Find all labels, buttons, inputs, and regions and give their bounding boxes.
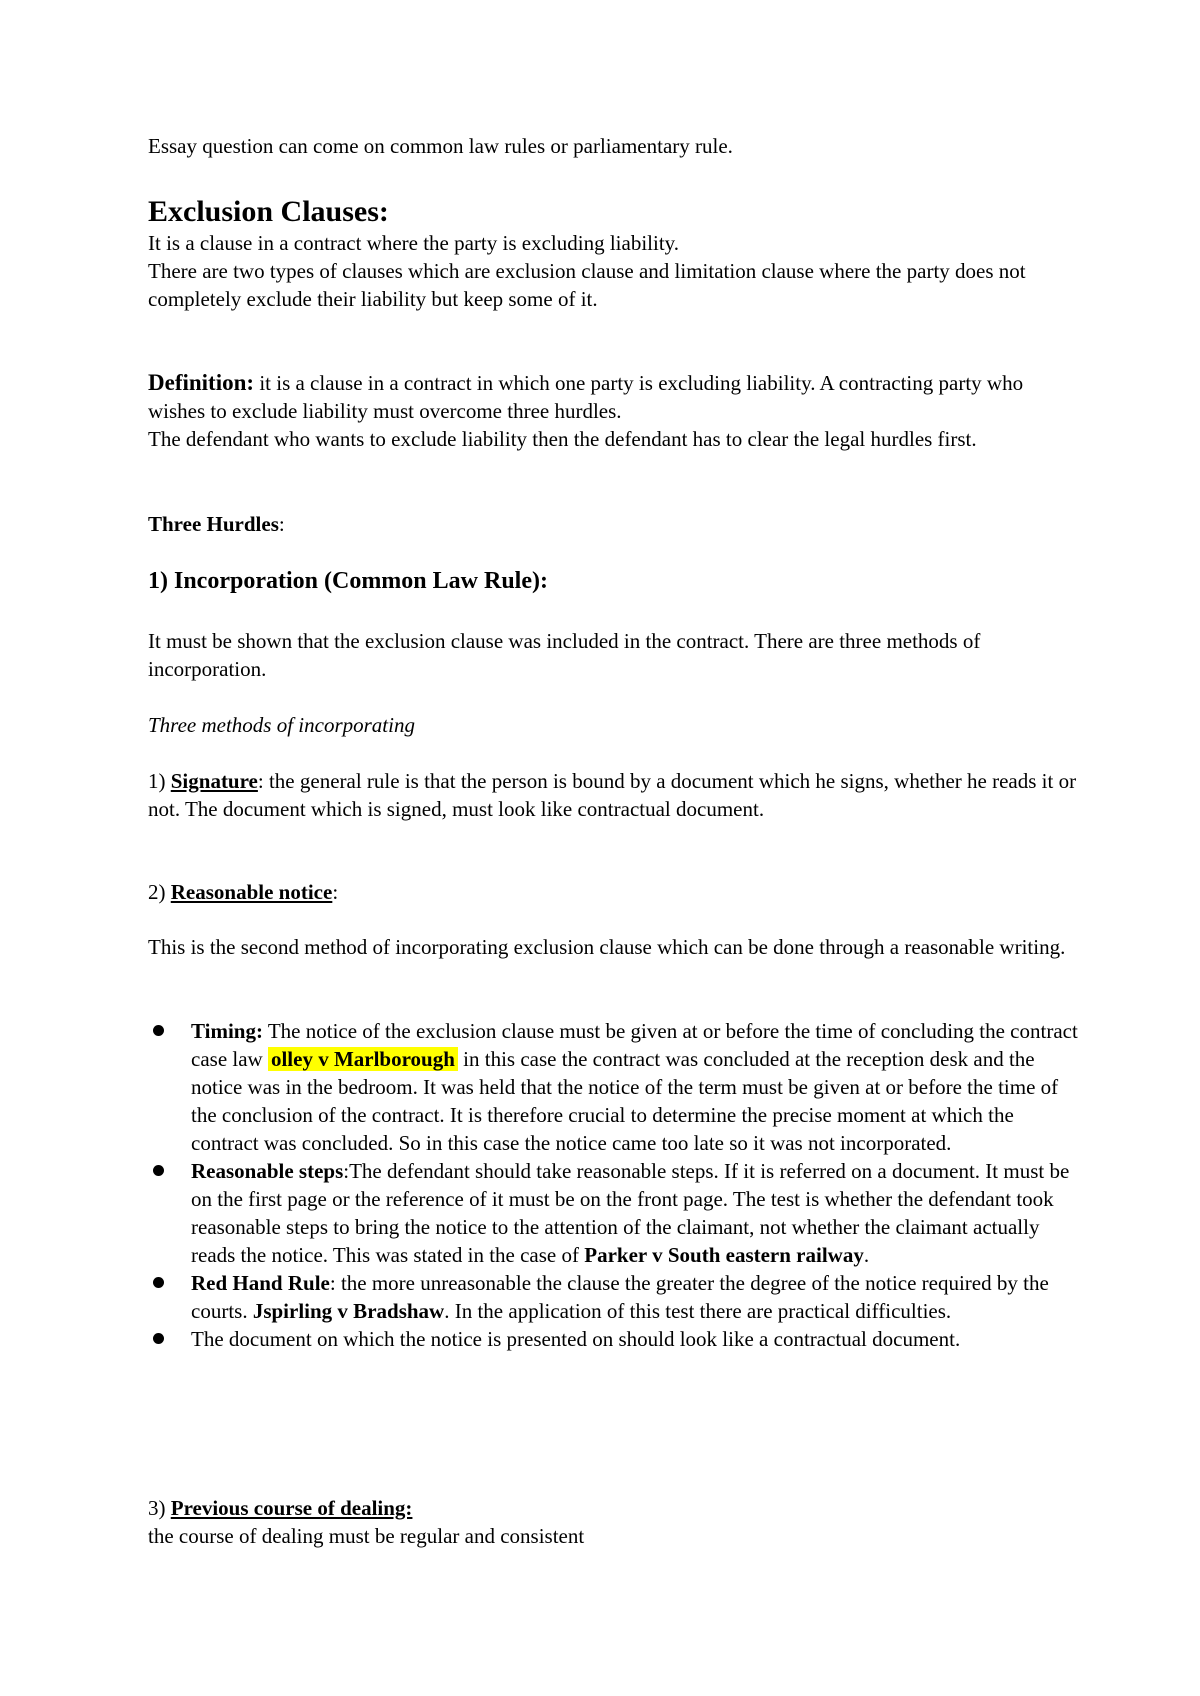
three-hurdles-suffix: :	[278, 512, 285, 536]
previous-dealing-number: 3)	[148, 1496, 171, 1520]
signature-paragraph	[148, 767, 1078, 823]
exclusion-line-1: It is a clause in a contract where the party is excluding liability.	[148, 231, 680, 255]
steps-term: Reasonable steps	[191, 1159, 344, 1183]
timing-text-1: The notice of the exclusion clause must be given at or before the time of concluding the contract case law	[191, 1019, 1078, 1071]
previous-dealing-heading	[148, 1494, 1078, 1522]
definition-paragraph	[148, 369, 1078, 425]
signature-number: 1)	[148, 769, 171, 793]
intro-line: Essay question can come on common law rules or parliamentary rule.	[148, 134, 733, 158]
red-hand-term: Red Hand Rule	[191, 1271, 330, 1295]
bullet-red-hand-rule	[148, 1269, 1078, 1325]
reasonable-notice-term: Reasonable notice	[170, 880, 333, 904]
methods-label: Three methods of incorporating	[148, 713, 415, 737]
bullet-reasonable-steps	[148, 1157, 1078, 1269]
definition-text: it is a clause in a contract in which one party is excluding liability. A contracting party who wishes to exclude liability must overcome three hurdles.	[148, 371, 1024, 423]
three-hurdles-term: Three Hurdles	[148, 512, 279, 536]
bullet-dot-icon	[153, 1277, 164, 1288]
signature-text: : the general rule is that the person is bound by a document which he signs, whether he reads it or not. The document which is signed, must look like contractual document.	[148, 769, 1077, 821]
bullet-contractual-document	[148, 1325, 1078, 1353]
reasonable-notice-number: 2)	[148, 880, 171, 904]
signature-term: Signature	[170, 769, 258, 793]
previous-dealing-text: the course of dealing must be regular and consistent	[148, 1524, 585, 1548]
previous-dealing-term: Previous course of dealing:	[170, 1496, 413, 1520]
steps-text-2: .	[863, 1243, 870, 1267]
definition-paragraph-2: The defendant who wants to exclude liability then the defendant has to clear the legal hurdles first.	[148, 427, 977, 451]
definition-term: Definition:	[148, 370, 255, 395]
notice-bullet-list	[148, 1017, 1078, 1353]
steps-text-1: :The defendant should take reasonable steps. If it is referred on a document. It must be on the first page or the reference of it must be on the front page. The test is whether the defendant took reasonable steps to bring the notice to the attention of the claimant, not whether the claimant actually reads the notice. This was stated in the case of	[191, 1159, 1070, 1267]
red-hand-case: Jspirling v Bradshaw	[252, 1299, 445, 1323]
reasonable-notice-text: This is the second method of incorporating exclusion clause which can be done through a reasonable writing.	[148, 935, 1066, 959]
bullet-dot-icon	[153, 1165, 164, 1176]
timing-term: Timing:	[191, 1019, 263, 1043]
red-hand-text-2: . In the application of this test there are practical difficulties.	[444, 1299, 952, 1323]
reasonable-notice-heading	[148, 878, 1078, 906]
bullet-dot-icon	[153, 1025, 164, 1036]
reasonable-notice-suffix: :	[332, 880, 339, 904]
exclusion-heading: Exclusion Clauses:	[148, 195, 389, 228]
exclusion-line-2: There are two types of clauses which are exclusion clause and limitation clause where the party does not completely exclude their liability but keep some of it.	[148, 259, 1026, 311]
bullet-dot-icon	[153, 1333, 164, 1344]
three-hurdles-label	[148, 510, 1078, 538]
incorporation-text: It must be shown that the exclusion clause was included in the contract. There are three methods of incorporation.	[148, 629, 981, 681]
timing-case-highlight: olley v Marlborough	[268, 1047, 458, 1071]
incorporation-heading: 1) Incorporation (Common Law Rule):	[148, 568, 548, 594]
steps-case: Parker v South eastern railway	[584, 1243, 864, 1267]
timing-text-2: in this case the contract was concluded at the reception desk and the notice was in the bedroom. It was held that the notice of the term must be given at or before the time of the conclusion of the contract. It is therefore crucial to determine the precise moment at which the contract was concluded. So in this case the notice came too late so it was not incorporated.	[191, 1047, 1059, 1155]
bullet-timing	[148, 1017, 1078, 1157]
document-text: The document on which the notice is presented on should look like a contractual document.	[191, 1327, 961, 1351]
red-hand-text-1: : the more unreasonable the clause the greater the degree of the notice required by the courts.	[191, 1271, 1049, 1323]
